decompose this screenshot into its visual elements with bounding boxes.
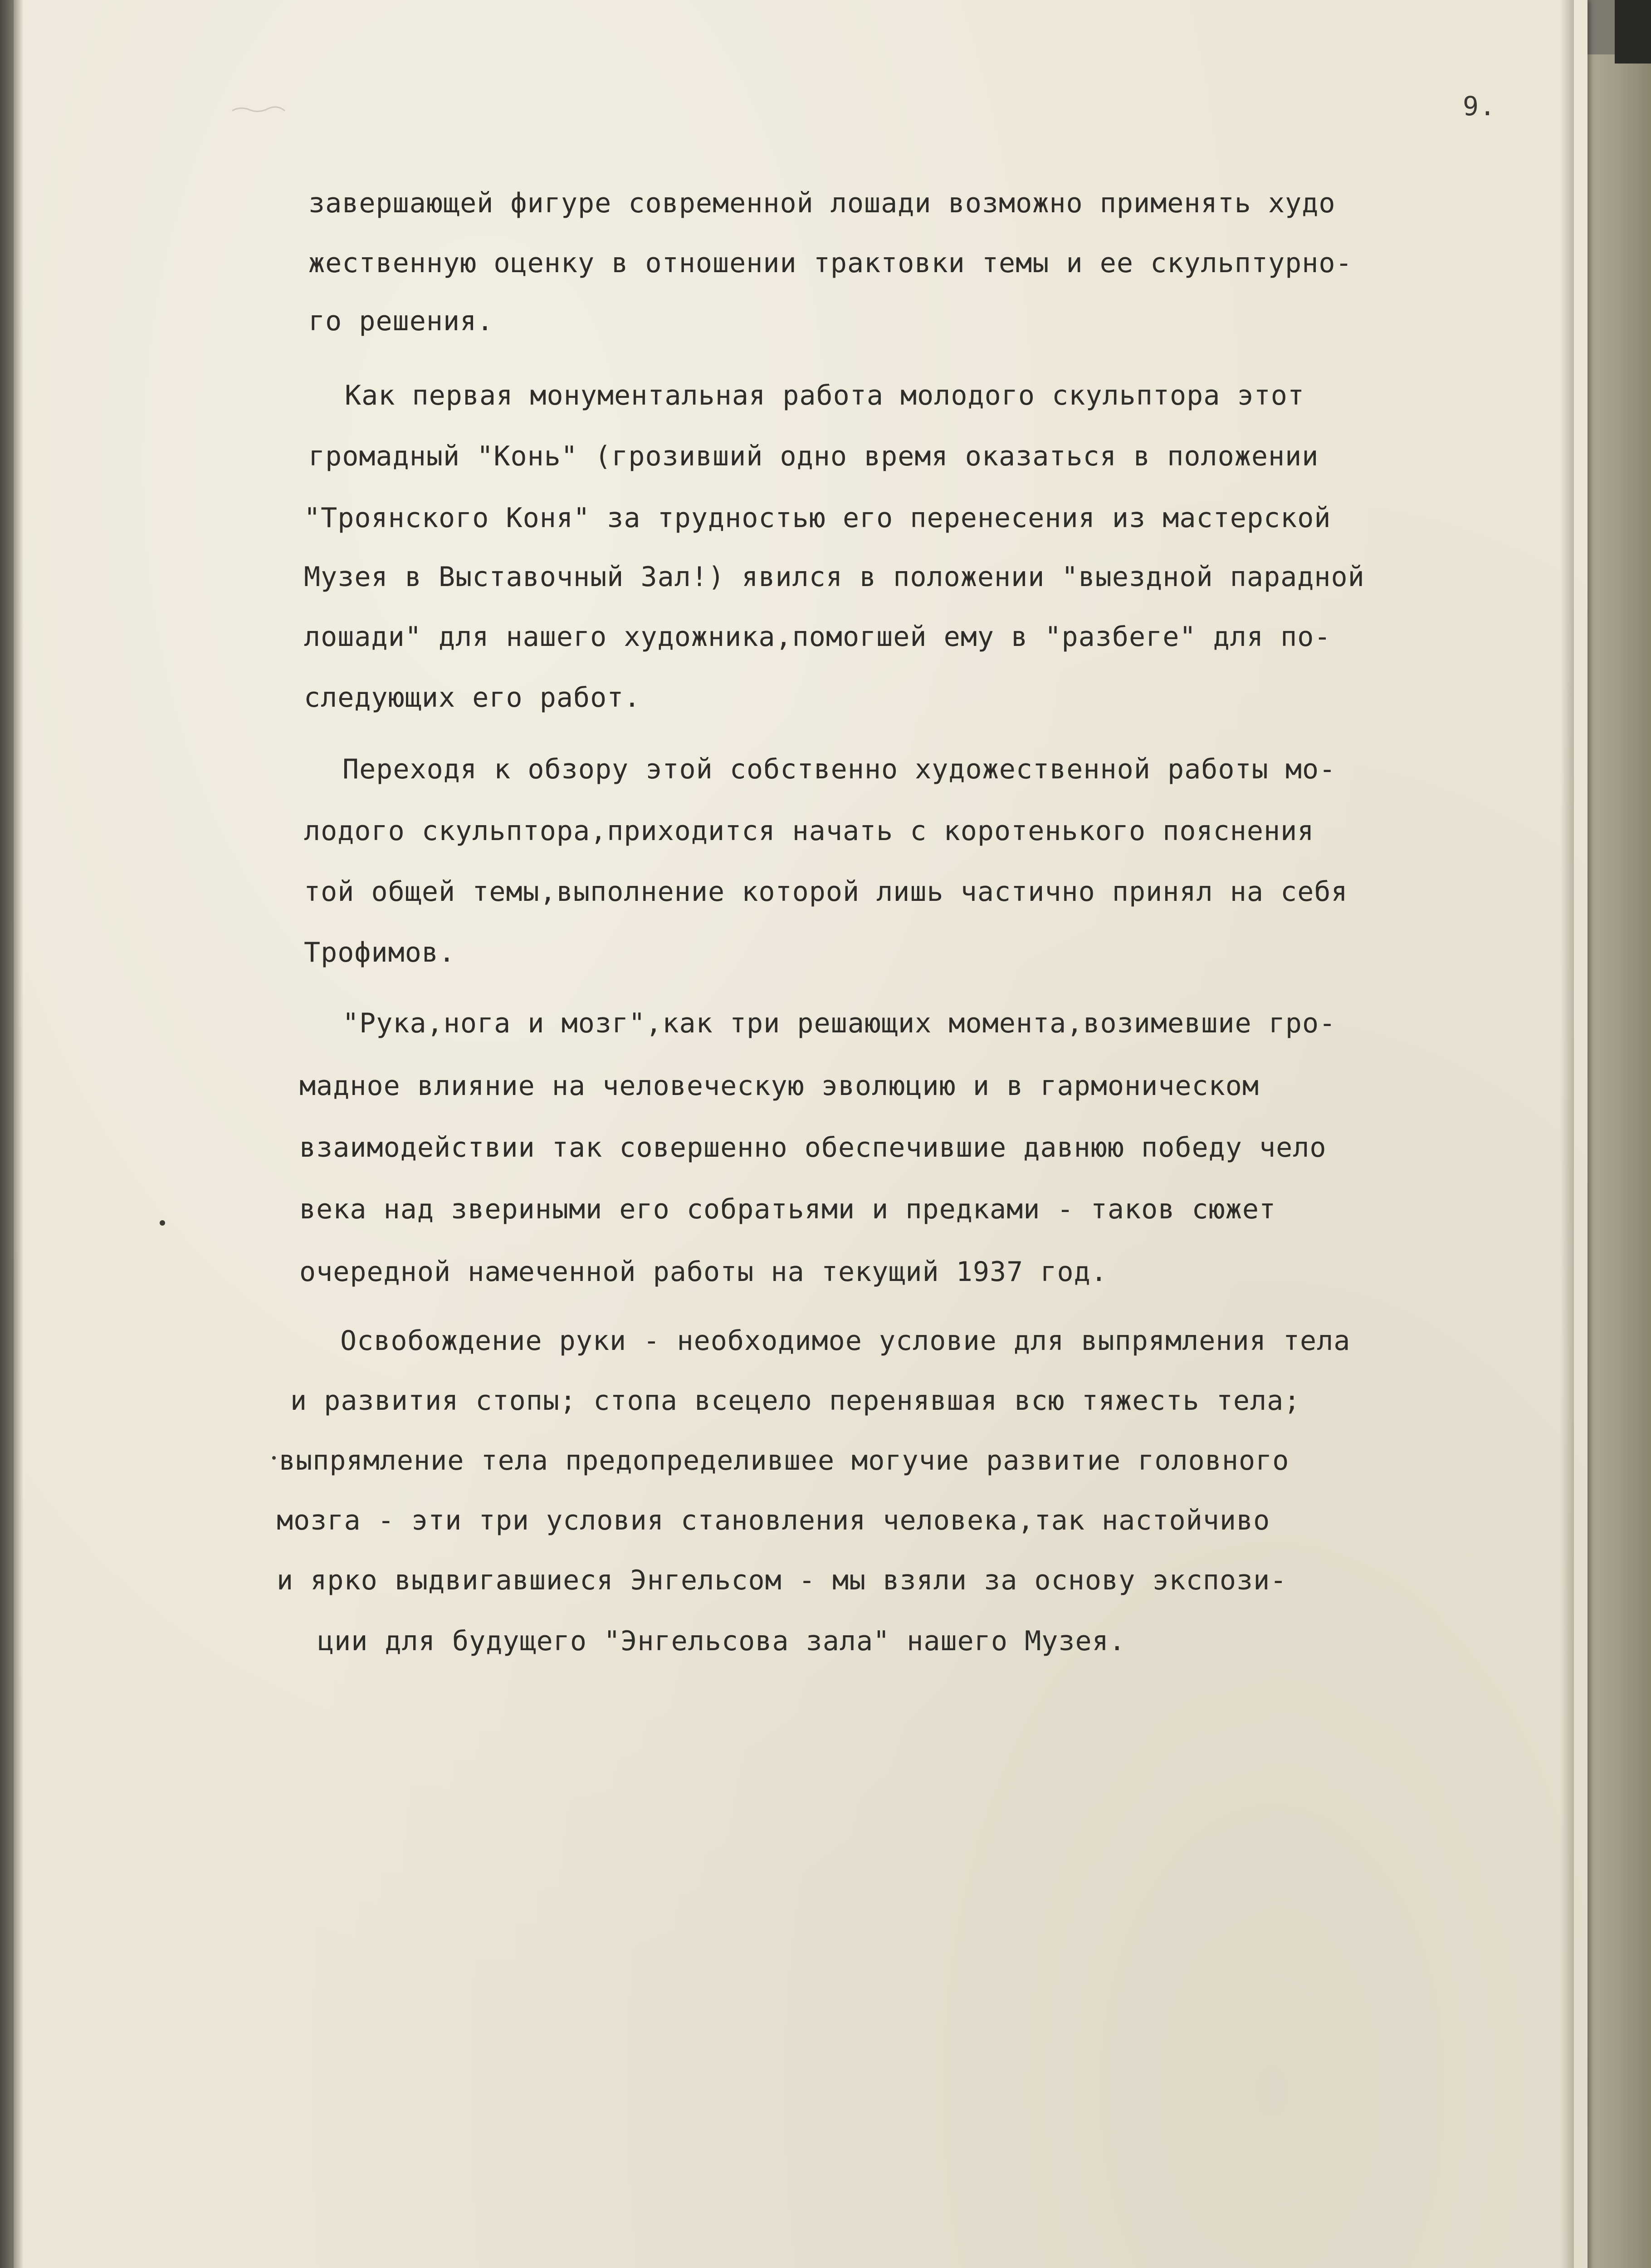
text-line: ции для будущего "Энгельсова зала" нашего Музея. [318, 1625, 1126, 1657]
text-line: и развития стопы; стопа всецело перенявшая всю тяжесть тела; [290, 1385, 1301, 1417]
text-line: мозга - эти три условия становления человека,так настойчиво [277, 1505, 1270, 1536]
text-line: громадный "Конь" (грозивший одно время оказаться в положении [308, 440, 1319, 472]
text-line: века над звериными его собратьями и предками - таков сюжет [299, 1193, 1276, 1225]
text-line: лошади" для нашего художника,помогшей ему в "разбеге" для по- [304, 621, 1331, 653]
text-line: Освобождение руки - необходимое условие для выпрямления тела [340, 1325, 1351, 1357]
text-line: и ярко выдвигавшиеся Энгельсом - мы взяли за основу экспози- [277, 1564, 1287, 1596]
text-line: лодого скульптора,приходится начать с коротенького пояснения [304, 815, 1314, 847]
text-line: взаимодействии так совершенно обеспечившие давнюю победу чело [299, 1132, 1327, 1163]
text-line: завершающей фигуре современной лошади возможно применять худо [308, 187, 1336, 219]
text-line: Музея в Выставочный Зал!) явился в положении "выездной парадной [304, 561, 1365, 593]
text-line: Переходя к обзору этой собственно художественной работы мо- [342, 753, 1336, 785]
margin-dot [272, 1456, 276, 1460]
text-line: выпрямление тела предопределившее могучие развитие головного [279, 1445, 1290, 1476]
text-line: следующих его работ. [304, 682, 641, 714]
text-line: Трофимов. [304, 937, 456, 968]
text-line: "Рука,нога и мозг",как три решающих момента,возимевшие гро- [342, 1007, 1336, 1039]
text-line: той общей темы,выполнение которой лишь частично принял на себя [304, 876, 1348, 908]
margin-dot [160, 1220, 165, 1226]
text-line: очередной намеченной работы на текущий 1937 год. [299, 1256, 1108, 1288]
text-line: жественную оценку в отношении трактовки темы и ее скульптурно- [308, 247, 1353, 279]
text-line: мадное влияние на человеческую эволюцию и в гармоническом [299, 1070, 1260, 1102]
text-line: "Троянского Коня" за трудностью его перенесения из мастерской [304, 502, 1331, 534]
page-number: 9. [1463, 91, 1496, 122]
text-line: го решения. [308, 305, 494, 337]
text-line: Как первая монументальная работа молодого скульптора этот [345, 380, 1305, 411]
